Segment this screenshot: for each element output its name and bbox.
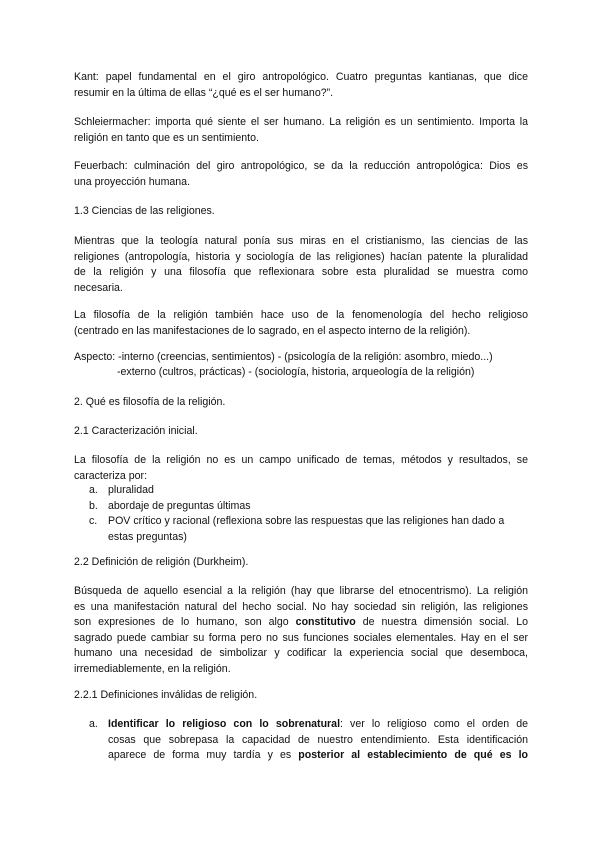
text-line bbox=[108, 748, 528, 764]
list-marker: a. bbox=[89, 484, 98, 496]
list-item-text: abordaje de preguntas últimas bbox=[108, 499, 251, 512]
text-line: La filosofía de la religión no es un campo unificado de temas, métodos y resultados, se bbox=[74, 454, 528, 466]
section-heading-1-3: 1.3 Ciencias de las religiones. bbox=[74, 205, 215, 217]
list-item bbox=[74, 717, 528, 764]
text-line: Kant: papel fundamental en el giro antropológico. Cuatro preguntas kantianas, que dice bbox=[74, 71, 528, 83]
text-line: (centrado en las manifestaciones de lo sagrado, en el aspecto interno de la religión). bbox=[74, 324, 471, 337]
aspecto-line-external: -externo (cultros, prácticas) - (sociología, historia, arqueología de la religión) bbox=[117, 366, 475, 378]
bold-term: posterior al establecimiento de qué es lo bbox=[298, 749, 528, 762]
characteristics-list bbox=[74, 483, 528, 545]
list-marker: b. bbox=[89, 499, 98, 512]
text-line: resumir en la última de ellas “¿qué es el ser humano?”. bbox=[74, 86, 334, 99]
list-item bbox=[74, 483, 528, 499]
text-run: son expresiones de lo humano, son algo bbox=[74, 616, 296, 629]
list-item-text: estas preguntas) bbox=[108, 530, 187, 543]
section-heading-2-1: 2.1 Caracterización inicial. bbox=[74, 425, 198, 437]
paragraph-feuerbach bbox=[74, 159, 528, 190]
text-run: aparece de forma muy tardía y es bbox=[108, 749, 299, 762]
text-line: Búsqueda de aquello esencial a la religión (hay que librarse del etnocentrismo). La religión bbox=[74, 585, 528, 597]
text-line: religión en tanto que es un sentimiento. bbox=[74, 131, 259, 144]
paragraph-fenomenologia bbox=[74, 308, 528, 339]
paragraph-kant bbox=[74, 70, 528, 101]
text-line: de la religión y una filosofía que reflexionara sobre esta pluralidad se muestra como bbox=[74, 266, 528, 279]
section-heading-2-2-1: 2.2.1 Definiciones inválidas de religión. bbox=[74, 689, 258, 701]
bold-term: constitutivo bbox=[295, 616, 356, 629]
invalid-definitions-list bbox=[74, 717, 528, 764]
list-marker: c. bbox=[89, 515, 98, 528]
bold-term: Identificar lo religioso con lo sobrenatural bbox=[108, 718, 341, 730]
list-item bbox=[74, 514, 528, 545]
text-line: Mientras que la teología natural ponía sus miras en el cristianismo, las ciencias de las bbox=[74, 235, 528, 247]
list-marker: a. bbox=[89, 718, 98, 730]
list-item-text: pluralidad bbox=[108, 484, 154, 496]
text-line: una proyección humana. bbox=[74, 175, 191, 188]
paragraph-durkheim bbox=[74, 584, 528, 678]
paragraph-schleiermacher bbox=[74, 115, 528, 146]
text-run: de nuestra dimensión social. Lo bbox=[355, 616, 528, 629]
paragraph-ciencias bbox=[74, 234, 528, 296]
list-item bbox=[74, 499, 528, 515]
list-item-text: POV crítico y racional (reflexiona sobre las respuestas que las religiones han dado a bbox=[108, 515, 505, 528]
text-line: religiones (antropología, historia y sociología de las religiones) hacían patente la pluralidad bbox=[74, 250, 528, 263]
text-line: La filosofía de la religión también hace uso de la fenomenología del hecho religioso bbox=[74, 309, 528, 321]
text-run: : ver lo religioso como el orden de bbox=[340, 718, 528, 730]
text-line: irremediablemente, en la religión. bbox=[74, 662, 231, 675]
text-line: necesaria. bbox=[74, 281, 123, 294]
section-heading-2-2: 2.2 Definición de religión (Durkheim). bbox=[74, 556, 249, 568]
text-line: Schleiermacher: importa qué siente el ser humano. La religión es un sentimiento. Importa la bbox=[74, 116, 528, 128]
section-heading-2: 2. Qué es filosofía de la religión. bbox=[74, 396, 226, 408]
text-line: Feuerbach: culminación del giro antropológico, se da la reducción antropológica: Dios es bbox=[74, 160, 528, 172]
text-line: caracteriza por: bbox=[74, 469, 148, 482]
text-line: es una manifestación natural del hecho social. No hay sociedad sin religión, las religiones bbox=[74, 600, 528, 613]
text-line: humano una necesidad de simbolizar y codificar la experiencia social que desemboca, bbox=[74, 647, 528, 660]
aspecto-line-internal: Aspecto: -interno (creencias, sentimientos) - (psicología de la religión: asombro, miedo...) bbox=[74, 351, 493, 363]
text-line: sagrado puede cambiar su forma pero no sus funciones sociales elementales. Hay en el ser bbox=[74, 631, 528, 644]
text-line: cosas que sobrepasa la capacidad de nuestro entendimiento. Esta identificación bbox=[108, 733, 528, 746]
text-line bbox=[74, 615, 528, 631]
paragraph-caracterizacion bbox=[74, 453, 528, 484]
text-line bbox=[108, 717, 528, 733]
